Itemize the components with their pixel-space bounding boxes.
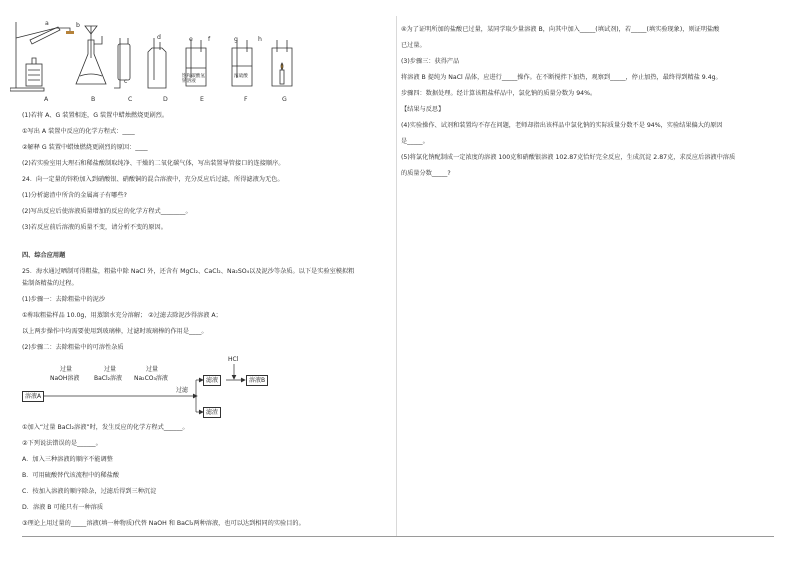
q25-step4: 步骤四：数据处理。经计算该粗盐样品中，氯化钠的质量分数为 94%。 <box>401 90 597 97</box>
apparatus-diagram <box>10 18 310 104</box>
q25-step2: (2)步骤二：去除粗盐中的可溶性杂质 <box>22 344 124 351</box>
apparatus-g-bottle <box>272 40 292 86</box>
flow-filter: 过滤 <box>176 387 189 394</box>
apparatus-b-flask <box>76 26 106 84</box>
q25-step2-q3: ③理论上用过量的_____溶液(填一种物质)代替 NaOH 和 BaCl₂两种溶液，也可以达到相同的实验目的。 <box>22 520 305 527</box>
q25-step3: (3)步骤三：获得产品 <box>401 58 460 65</box>
flow-naoh: NaOH溶液 <box>50 375 80 382</box>
apparatus-label-d: D <box>163 96 168 103</box>
apparatus-a-stand <box>10 22 70 91</box>
flow-bacl2: BaCl₂溶液 <box>94 375 123 382</box>
q25-step2-q4: ④为了证明所加的盐酸已过量，某同学取少量溶液 B，向其中加入_____(填试剂)，若_____(填实验现象)，则证明盐酸 <box>401 26 720 33</box>
q24-part1: (1)分析滤渣中所含的金属离子有哪些? <box>22 192 127 199</box>
apparatus-letter-d: d <box>157 34 161 41</box>
apparatus-letter-b: b <box>76 22 80 29</box>
q25-step2-q4-cont: 已过量。 <box>401 42 426 49</box>
flow-filtrate: 滤液 <box>203 375 221 386</box>
flow-solution-a: 溶液A <box>22 391 44 402</box>
bottle-e-reagent: 饱和碳酸氢钠溶液 <box>182 74 205 84</box>
apparatus-label-g: G <box>282 96 287 103</box>
apparatus-f-bottle <box>232 40 252 86</box>
flow-hcl: HCl <box>228 356 239 363</box>
q25-stem-line1: 25．海水通过晒制可得粗盐，粗盐中除 NaCl 外，还含有 MgCl₂、CaCl₂、Na₂SO₄以及泥沙等杂质。以下是实验室模拟粗 <box>22 268 355 275</box>
flow-over-1: 过量 <box>60 366 73 373</box>
q25-step1-question: 以上两步操作中均需要使用到玻璃棒，过滤时玻璃棒的作用是____。 <box>22 328 208 335</box>
option-b: B．可用硫酸替代该流程中的稀盐酸 <box>22 472 120 479</box>
process-flowchart <box>22 356 292 420</box>
q25-part4: (4)实验操作、试剂和装置均不存在问题，老师却指出该样品中氯化钠的实际质量分数不是 94%，实验结果偏大的原因 <box>401 122 723 129</box>
q23-part2: (2)若实验室用大理石和稀盐酸制取纯净、干燥的二氧化碳气体，写出装置导管接口的连接顺序。 <box>22 160 285 167</box>
apparatus-label-f: F <box>244 96 248 103</box>
q23-part1: (1)若将 A、G 装置相连，G 装置中蜡烛燃烧更剧烈。 <box>22 112 169 119</box>
q25-step1: (1)步骤一：去除粗盐中的泥沙 <box>22 296 106 303</box>
apparatus-letter-h: h <box>258 36 262 43</box>
flow-residue: 滤渣 <box>203 407 221 418</box>
flow-over-3: 过量 <box>146 366 159 373</box>
apparatus-letter-a: a <box>45 20 49 27</box>
column-divider <box>396 16 397 536</box>
apparatus-label-c: C <box>128 96 133 103</box>
option-d: D．溶液 B 可能只有一种溶质 <box>22 504 104 511</box>
page-bottom-rule <box>22 536 774 537</box>
q23-part1-b: ②解释 G 装置中蜡烛燃烧更剧烈的原因：____ <box>22 144 148 151</box>
q23-part1-a: ①写出 A 装置中反应的化学方程式：____ <box>22 128 135 135</box>
q24-stem: 24．向一定量的锌粉加入到硝酸银、硝酸铜的混合溶液中，充分反应后过滤，所得滤液为无色。 <box>22 176 284 183</box>
apparatus-label-a: A <box>44 96 49 103</box>
q25-part4-cont: 是_____。 <box>401 138 429 145</box>
option-a: A．加入三种溶液的顺序不能调整 <box>22 456 113 463</box>
flow-solution-b: 溶液B <box>246 375 268 386</box>
flow-over-2: 过量 <box>104 366 117 373</box>
q25-step3-text: 将溶液 B 提纯为 NaCl 晶体，应进行_____操作。在不断搅拌下加热，观察到_____，停止加热，最终得到精盐 9.4g。 <box>401 74 722 81</box>
q24-part3: (3)若反应前后溶液的质量不变，请分析不变的原因。 <box>22 224 167 231</box>
option-c: C．按加入溶液的顺序除杂，过滤后得到三种沉淀 <box>22 488 157 495</box>
apparatus-letter-e: e <box>189 36 193 43</box>
apparatus-d-bottle <box>148 38 166 88</box>
apparatus-label-e: E <box>200 96 204 103</box>
result-reflection-heading: 【结果与反思】 <box>401 106 445 113</box>
section-four-title: 四、综合应用题 <box>22 252 66 259</box>
q25-part5: (5)将氯化钠配制成一定浓度的溶液 100克和硝酸银溶液 102.87克恰好完全反应，生成沉淀 2.87克，求反应后溶液中溶质 <box>401 154 736 161</box>
apparatus-a-flame <box>66 31 74 34</box>
q25-part5-cont: 的质量分数_____? <box>401 170 451 177</box>
q24-part2: (2)写出反应后使溶液质量增加的反应的化学方程式________。 <box>22 208 192 215</box>
q25-step1-ops: ①称取粗盐样品 10.0g，用蒸馏水充分溶解； ②过滤去除泥沙得溶液 A； <box>22 312 222 319</box>
apparatus-c-tube <box>114 38 130 88</box>
flow-na2co3: Na₂CO₃溶液 <box>134 375 168 382</box>
q25-step2-q2: ②下列说法错误的是______。 <box>22 440 102 447</box>
apparatus-label-b: B <box>91 96 96 103</box>
q25-stem-line2: 盐制备精盐的过程。 <box>22 280 78 287</box>
apparatus-letter-c: c <box>124 78 128 85</box>
q25-step2-q1: ①加入“过量 BaCl₂溶液”时，发生反应的化学方程式______。 <box>22 424 189 431</box>
apparatus-letter-f: f <box>208 36 211 43</box>
bottle-f-reagent: 浓硫酸 <box>234 74 248 79</box>
apparatus-letter-g: g <box>234 36 238 43</box>
